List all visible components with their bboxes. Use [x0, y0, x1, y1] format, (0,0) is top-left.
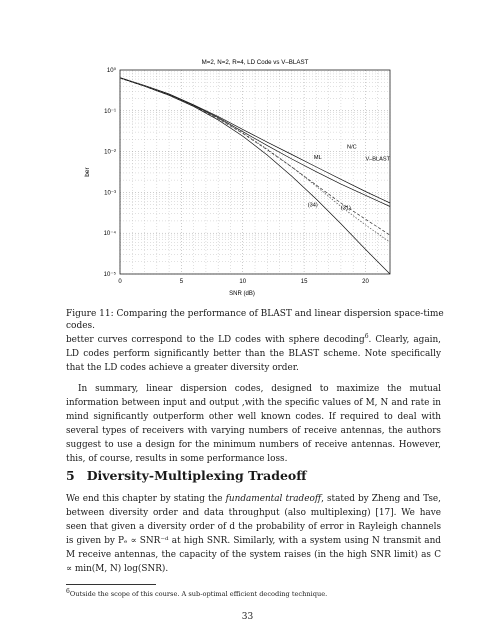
- x-tick-label: 15: [300, 279, 308, 285]
- paragraph-1-text-b: . Clearly, again, LD codes perform significantly better than the BLAST scheme. Note specifically that the LD codes achieve a greater diversity order.: [66, 334, 441, 373]
- series-label: N/C: [347, 144, 357, 151]
- x-tick-label: 10: [239, 279, 247, 285]
- y-tick-label: 10⁰: [106, 68, 116, 74]
- footnote-mark: 6: [66, 588, 70, 595]
- y-tick-label: 10⁻⁴: [103, 231, 116, 238]
- x-axis-label: SNR (dB): [229, 291, 255, 297]
- footnote-text: Outside the scope of this course. A sub-optimal efficient decoding technique.: [69, 590, 328, 599]
- y-tick-label: 10⁻¹: [104, 108, 116, 115]
- series-label: V–BLAST: [365, 156, 391, 163]
- y-tick-label: 10⁻²: [104, 149, 116, 156]
- section-heading: [66, 468, 307, 483]
- ber-vs-snr-chart: [80, 48, 410, 298]
- paragraph-3-text-a: We end this chapter by stating the: [66, 494, 226, 504]
- paragraph-2: In summary, linear dispersion codes, designed to maximize the mutual information between input and output ,with the specific values of M, N and rate in mind significantly outperform other well known codes. If required to deal with several types of receivers with varying numbers of receive antennas, the authors suggest to use a design for the minimum numbers of receive antennas. However, this, of course, results in some performance loss.: [66, 384, 441, 464]
- paragraph-3-emphasis: fundamental tradeoff: [225, 494, 322, 504]
- y-tick-label: 10⁻³: [104, 190, 116, 197]
- series-label: ML: [313, 155, 322, 162]
- series-label: (34): [307, 202, 318, 209]
- footnote-rule: [66, 584, 156, 585]
- y-tick-label: 10⁻⁵: [103, 272, 116, 278]
- page-number: 33: [241, 612, 254, 622]
- section-number: 5: [66, 468, 75, 483]
- paragraph-1: [66, 330, 441, 375]
- chart-title: M=2, N=2, R=4, LD Code vs V–BLAST: [201, 59, 309, 66]
- x-tick-label: 0: [118, 279, 122, 285]
- x-tick-label: 5: [179, 279, 184, 285]
- footnote-ref: 6: [364, 333, 369, 340]
- y-axis-label: ber: [84, 167, 91, 177]
- axis-ticks: [104, 67, 370, 285]
- series-label: (31): [340, 205, 351, 212]
- figure-caption: Figure 11: Comparing the performance of BLAST and linear dispersion space-time codes.: [66, 309, 444, 331]
- chart-grid: [120, 70, 390, 274]
- footnote: [66, 588, 327, 598]
- section-title: Diversity-Multiplexing Tradeoff: [86, 468, 307, 483]
- paragraph-3-text-b: , stated by Zheng and Tse, between diversity order and data throughput (also multiplexing) [17]. We have seen that given a diversity order of d the probability of error in Rayleigh channels is given by Pₑ ∝ SNR⁻ᵈ at high SNR. Similarly, with a system using N transmit and M receive antennas, the capacity of the system raises (in the high SNR limit) as C ∝ min(M, N) log(SNR).: [66, 494, 441, 574]
- paragraph-3: [66, 492, 441, 576]
- x-tick-label: 20: [362, 279, 369, 285]
- paragraph-1-text-a: better curves correspond to the LD codes with sphere decoding: [66, 334, 365, 345]
